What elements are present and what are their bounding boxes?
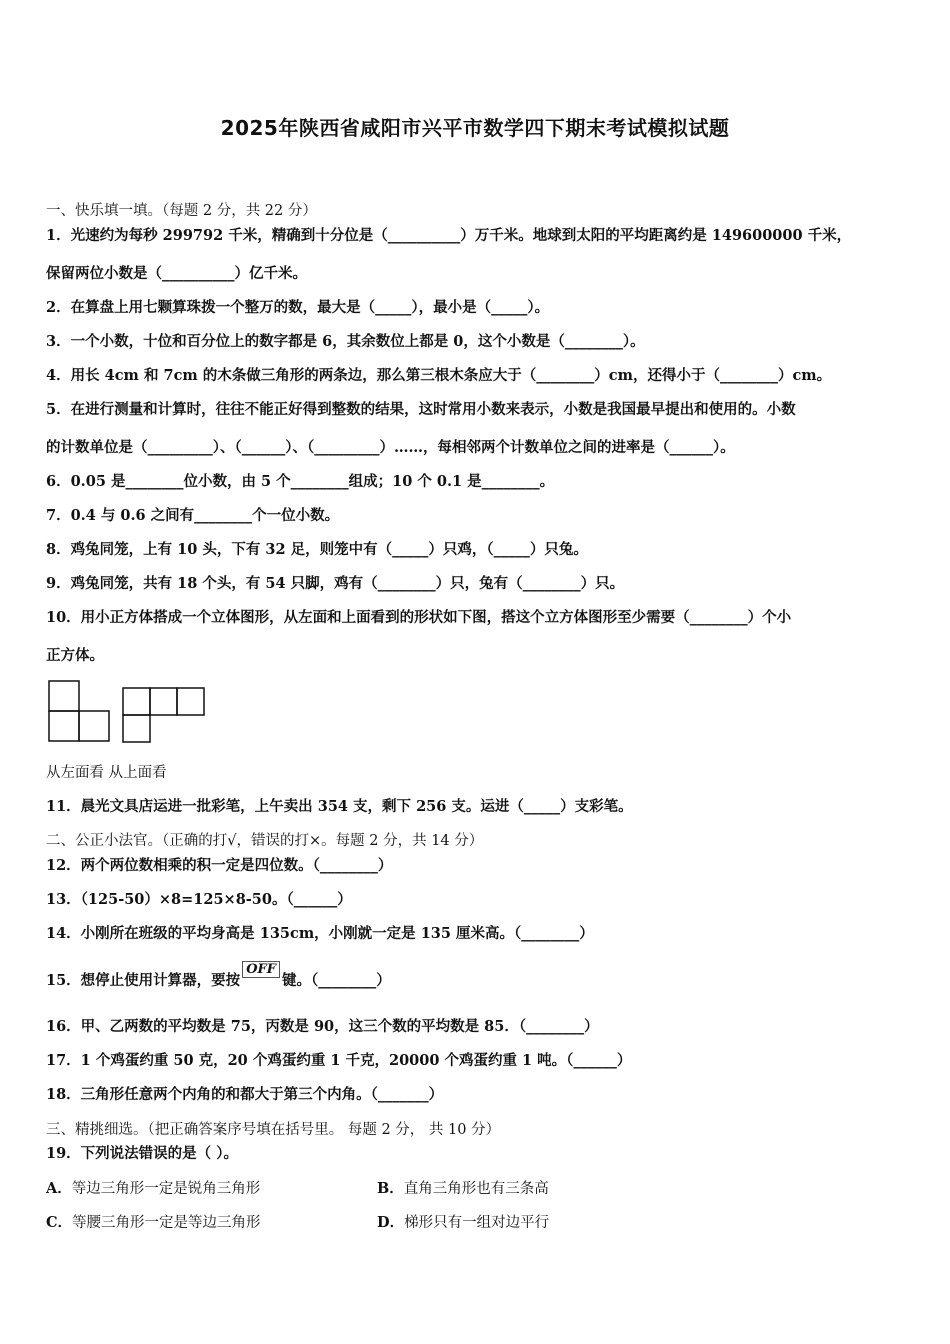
question-11: 11．晨光文具店运进一批彩笔，上午卖出 354 支，剩下 256 支。运进（_____）支彩笔。 xyxy=(46,798,633,815)
top-view-cell xyxy=(123,715,150,742)
question-7: 7．0.4 与 0.6 之间有________个一位小数。 xyxy=(46,507,340,524)
top-view-cell xyxy=(123,688,150,715)
question-2: 2．在算盘上用七颗算珠拨一个整万的数，最大是（_____），最小是（_____）。 xyxy=(46,299,550,316)
option-d xyxy=(377,1213,549,1233)
question-19: 19．下列说法错误的是（ ）。 xyxy=(46,1145,238,1162)
question-14: 14．小刚所在班级的平均身高是 135cm，小刚就一定是 135 厘米高。（________） xyxy=(46,925,594,942)
option-c xyxy=(46,1213,261,1233)
top-view-cell xyxy=(150,688,177,715)
question-4: 4．用长 4cm 和 7cm 的木条做三角形的两条边，那么第三根木条应大于（________）cm，还得小于（________）cm。 xyxy=(46,367,832,384)
left-view-shape xyxy=(49,681,109,741)
option-a xyxy=(46,1179,260,1199)
question-5-line-2: 的计数单位是（_________）、（______）、（_________）……，每相邻两个计数单位之间的进率是（______）。 xyxy=(46,439,735,456)
option-c-text: 等腰三角形一定是等边三角形 xyxy=(72,1215,261,1231)
question-8: 8．鸡兔同笼，上有 10 头，下有 32 足，则笼中有（_____）只鸡，（_____）只兔。 xyxy=(46,541,588,558)
figure-caption: 从左面看 从上面看 xyxy=(46,765,167,781)
left-view-cell xyxy=(49,711,79,741)
top-view-cell xyxy=(177,688,204,715)
section-1-heading: 一、快乐填一填。（每题 2 分，共 22 分） xyxy=(46,203,317,219)
section-2-heading: 二、公正小法官。（正确的打√，错误的打×。每题 2 分，共 14 分） xyxy=(46,833,484,849)
off-key-icon: OFF xyxy=(242,961,280,978)
option-d-label: D． xyxy=(377,1214,405,1231)
question-15-prefix: 15．想停止使用计算器，要按 xyxy=(46,972,241,989)
option-b xyxy=(377,1179,549,1199)
question-10-line-1: 10．用小正方体搭成一个立体图形，从左面和上面看到的形状如下图，搭这个立方体图形至少需要（________）个小 xyxy=(46,609,792,626)
option-b-text: 直角三角形也有三条高 xyxy=(403,1181,549,1197)
page-title: 2025年陕西省咸阳市兴平市数学四下期末考试模拟试题 xyxy=(220,116,730,140)
question-15 xyxy=(46,962,916,991)
option-b-label: B． xyxy=(377,1180,404,1197)
question-1-line-2: 保留两位小数是（__________）亿千米。 xyxy=(46,265,307,282)
option-d-text: 梯形只有一组对边平行 xyxy=(404,1215,550,1231)
question-9: 9．鸡兔同笼，共有 18 个头，有 54 只脚，鸡有（________）只，兔有（________）只。 xyxy=(46,575,625,592)
option-c-label: C． xyxy=(46,1214,73,1231)
question-15-suffix: 键。（________） xyxy=(281,972,391,989)
option-a-label: A． xyxy=(46,1180,72,1197)
question-5-line-1: 5．在进行测量和计算时，往往不能正好得到整数的结果，这时常用小数来表示，小数是我国最早提出和使用的。小数 xyxy=(46,401,796,418)
top-view-shape xyxy=(123,688,204,742)
question-1-line-1: 1．光速约为每秒 299792 千米，精确到十分位是（__________）万千米。地球到太阳的平均距离约是 149600000 千米， xyxy=(46,227,852,244)
section-3-heading: 三、精挑细选。（把正确答案序号填在括号里。 每题 2 分， 共 10 分） xyxy=(46,1122,501,1138)
question-13: 13．（125-50）×8=125×8-50。（______） xyxy=(46,891,352,908)
question-6: 6．0.05 是________位小数，由 5 个________组成；10 个 0.1 是________。 xyxy=(46,473,555,490)
left-view-cell xyxy=(79,711,109,741)
question-16: 16．甲、乙两数的平均数是 75，丙数是 90，这三个数的平均数是 85．（________） xyxy=(46,1018,599,1035)
question-17: 17．1 个鸡蛋约重 50 克，20 个鸡蛋约重 1 千克，20000 个鸡蛋约重 1 吨。（______） xyxy=(46,1052,632,1069)
question-12: 12．两个两位数相乘的积一定是四位数。（________） xyxy=(46,857,393,874)
views-figure xyxy=(48,680,218,746)
question-18: 18．三角形任意两个内角的和都大于第三个内角。（_______） xyxy=(46,1086,444,1103)
option-a-text: 等边三角形一定是锐角三角形 xyxy=(71,1181,261,1197)
question-10-line-2: 正方体。 xyxy=(46,647,104,664)
question-3: 3．一个小数，十位和百分位上的数字都是 6，其余数位上都是 0，这个小数是（________）。 xyxy=(46,333,645,350)
left-view-cell xyxy=(49,681,79,711)
